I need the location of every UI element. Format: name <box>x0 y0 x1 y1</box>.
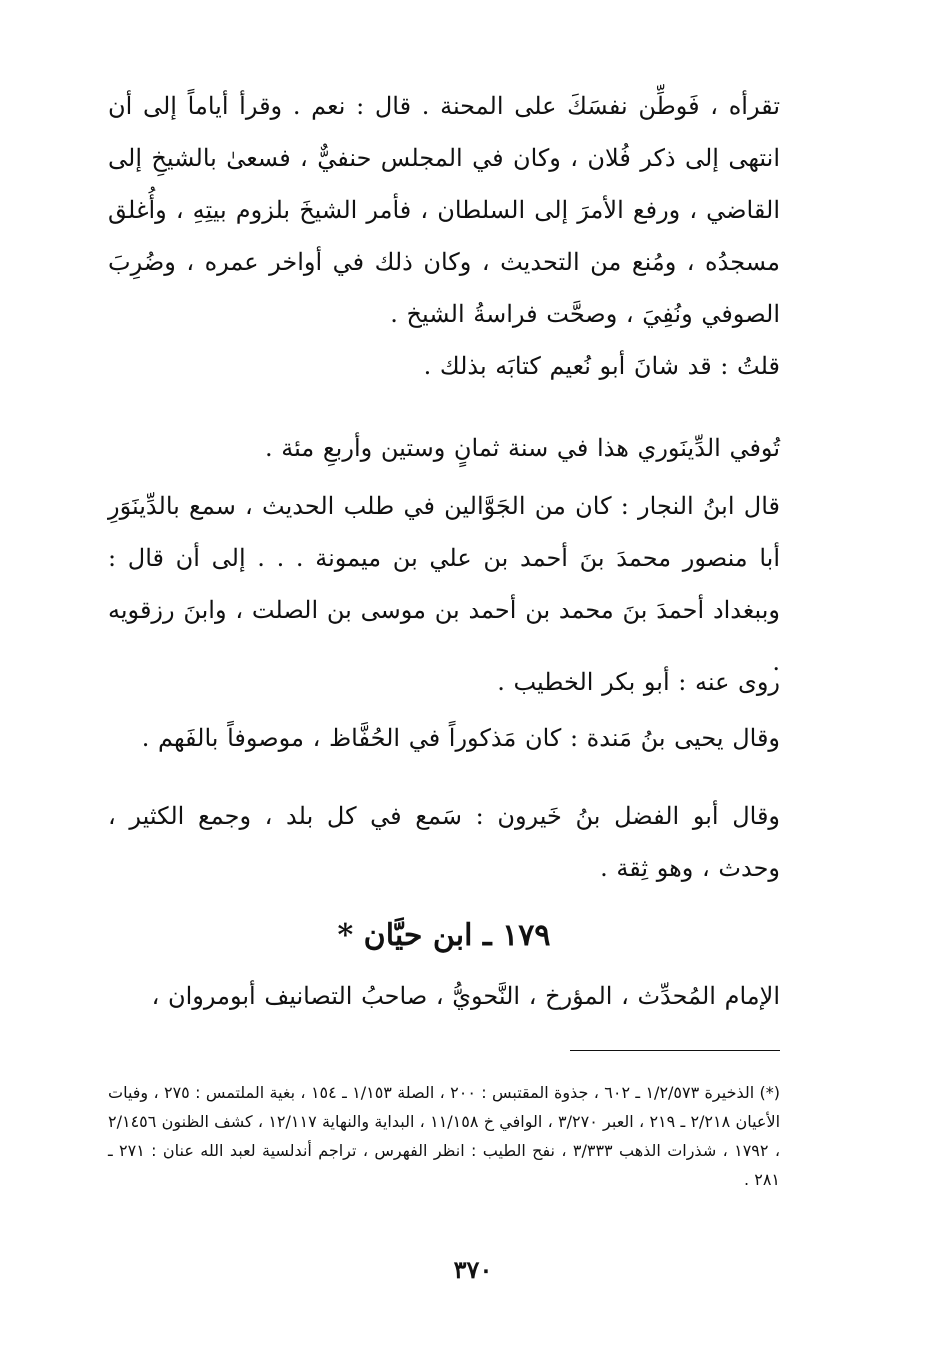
paragraph-ibn-mandah: وقال يحيى بنُ مَندة : كان مَذكوراً في الحُفَّاظ ، موصوفاً بالفَهم . <box>141 724 780 752</box>
footnote-sources: (*) الذخيرة ١/٢/٥٧٣ ـ ٦٠٢ ، جذوة المقتبس : ٢٠٠ ، الصلة ١/١٥٣ ـ ١٥٤ ، بغية الملتمس : ٢٧٥ ، وفيات الأعيان ٢/٢١٨ ـ ٢١٩ ، العبر ٣/٢٧٠ ، الوافي خ ١١/١٥٨ ، البداية والنهاية ١٢/١١٧ ، كشف الظنون ٢/١٤٥٦ ، ١٧٩٢ ، شذرات الذهب ٣/٣٣٣ ، نفح الطيب : انظر الفهرس ، تراجم أندلسية لعبد الله عنان : ٢٧١ ـ ٢٨١ . <box>108 1083 781 1189</box>
page-number: ٣٧٠ <box>453 1255 493 1284</box>
paragraph-death-date: تُوفي الدِّينَوري هذا في سنة ثمانٍ وستين وأربعِ مئة . <box>265 434 780 462</box>
paragraph-ibn-khayrun: وقال أبو الفضل بنُ خَيرون : سَمع في كل بلد ، وجمع الكثير ، وحدث ، وهو ثِقة . <box>108 802 780 882</box>
paragraph-author-remark: قلتُ : قد شانَ أبو نُعيم كتابَه بذلك . <box>423 352 780 380</box>
paragraph-story-end: تقرأه ، فَوطِّن نفسَكَ على المحنة . قال : نعم . وقرأ أياماً إلى أن انتهى إلى ذكر فُلان ، وكان في المجلس حنفيٌّ ، فسعىٰ بالشيخِ إلى القاضي ، ورفع الأمرَ إلى السلطان ، فأمر الشيخَ بلزوم بيتِهِ ، وأُغلق مسجدُه ، ومُنع من التحديث ، وكان ذلك في أواخر عمره ، وضُرِبَ الصوفي ونُفِيَ ، وصحَّت فراسةُ الشيخ . <box>108 92 780 328</box>
paragraph-biography-intro: الإمام المُحدِّث ، المؤرخ ، النَّحويُّ ، صاحبُ التصانيف أبومروان ، <box>151 982 780 1010</box>
biography-heading: ١٧٩ ـ ابن حيَّان * <box>337 918 551 953</box>
footnote-separator <box>570 1050 780 1051</box>
paragraph-narrated-by: روى عنه : أبو بكر الخطيب . <box>497 668 780 696</box>
paragraph-ibn-najjar: قال ابنُ النجار : كان من الجَوَّالين في طلب الحديث ، سمع بالدِّينَوَرِ أبا منصور محمدَ بنَ أحمد بن علي بن ميمونة . . . إلى أن قال : وببغداد أحمدَ بنَ محمد بن أحمد بن موسى بن الصلت ، وابنَ رزقويه . <box>108 492 780 676</box>
